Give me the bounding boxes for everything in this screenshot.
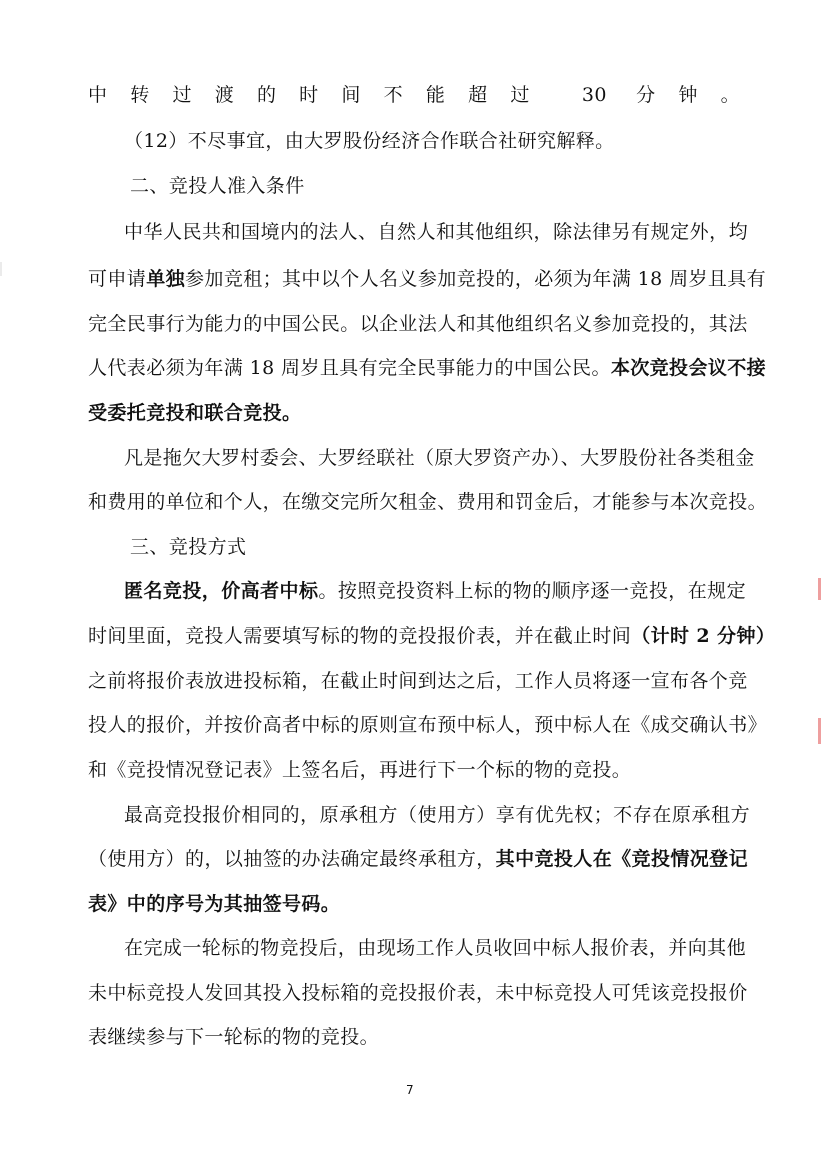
body-line-22 [88, 1024, 379, 1050]
bold-text: 受委托竞投和联合竞投。 [88, 402, 302, 424]
line-text: 未中标竞投人发回其投入投标箱的竞投报价表，未中标竞投人可凭该竞投报价 [88, 982, 748, 1004]
line-text: 人代表必须为年满 18 周岁且具有完全民事能力的中国公民。 [88, 357, 611, 379]
line-text: 之前将报价表放进投标箱，在截止时间到达之后，工作人员将逐一宣布各个竞 [88, 670, 748, 692]
red-scan-mark [818, 718, 821, 744]
line-text: 中转过渡的时间不能超过 30 分钟。 [88, 84, 740, 106]
line-text: 时间里面，竞投人需要填写标的物的竞投报价表，并在截止时间 [88, 625, 632, 647]
body-line-20 [124, 935, 746, 961]
line-text: 投人的报价，并按价高者中标的原则宣布预中标人，预中标人在《成交确认书》 [88, 714, 768, 736]
line-text: 在完成一轮标的物竞投后，由现场工作人员收回中标人报价表，并向其他 [124, 937, 746, 959]
section-heading-3 [130, 534, 246, 560]
bold-text: 匿名竞投，价高者中标 [124, 580, 319, 602]
body-line-8 [88, 400, 301, 426]
body-line-21 [88, 980, 748, 1006]
line-text: 凡是拖欠大罗村委会、大罗经联社（原大罗资产办）、大罗股份社各类租金 [124, 447, 755, 469]
line-text: （使用方）的，以抽签的办法确定最终承租方， [88, 848, 496, 870]
body-line-13 [88, 623, 776, 649]
body-line-5 [88, 266, 767, 292]
heading-text: 二、竞投人准入条件 [130, 175, 305, 197]
bold-text: 表》中的序号为其抽签号码。 [88, 893, 341, 915]
bold-text: （计时 2 分钟） [631, 625, 776, 647]
body-line-15 [88, 712, 768, 738]
body-line-10 [88, 489, 768, 515]
body-line-4 [124, 219, 748, 245]
body-line-1 [88, 82, 740, 108]
line-text: 参加竞租；其中以个人名义参加竞投的，必须为年满 18 周岁且具有 [185, 268, 767, 290]
body-line-19 [88, 891, 340, 917]
line-text: （12）不尽事宜，由大罗股份经济合作联合社研究解释。 [124, 130, 615, 152]
scan-smudge [0, 262, 2, 276]
heading-text: 三、竞投方式 [130, 536, 247, 558]
line-text: 表继续参与下一轮标的物的竞投。 [88, 1026, 380, 1048]
bold-text: 单独 [146, 268, 186, 290]
line-text: 和费用的单位和个人，在缴交完所欠租金、费用和罚金后，才能参与本次竞投。 [88, 491, 768, 513]
body-line-14 [88, 668, 746, 694]
body-line-16 [88, 757, 631, 783]
line-text: 完全民事行为能力的中国公民。以企业法人和其他组织名义参加竞投的，其法 [88, 313, 748, 335]
section-heading-2 [130, 173, 305, 199]
body-line-12 [124, 578, 746, 604]
body-line-18 [88, 846, 748, 872]
bold-text: 其中竞投人在《竞投情况登记 [495, 848, 748, 870]
body-line-7 [88, 355, 767, 381]
red-scan-mark [818, 578, 821, 600]
body-line-17 [124, 802, 750, 828]
body-line-9 [124, 445, 755, 471]
line-text: 最高竞投报价相同的，原承租方（使用方）享有优先权；不存在原承租方 [124, 804, 750, 826]
line-text: 。按照竞投资料上标的物的顺序逐一竞投，在规定 [318, 580, 746, 602]
line-text: 和《竞投情况登记表》上签名后，再进行下一个标的物的竞投。 [88, 759, 632, 781]
body-line-6 [88, 311, 748, 337]
body-line-2 [124, 128, 615, 154]
line-text: 中华人民共和国境内的法人、自然人和其他组织，除法律另有规定外，均 [124, 221, 748, 243]
bold-text: 本次竞投会议不接 [610, 357, 767, 379]
page-number: 7 [406, 1083, 414, 1097]
line-text: 可申请 [88, 268, 147, 290]
